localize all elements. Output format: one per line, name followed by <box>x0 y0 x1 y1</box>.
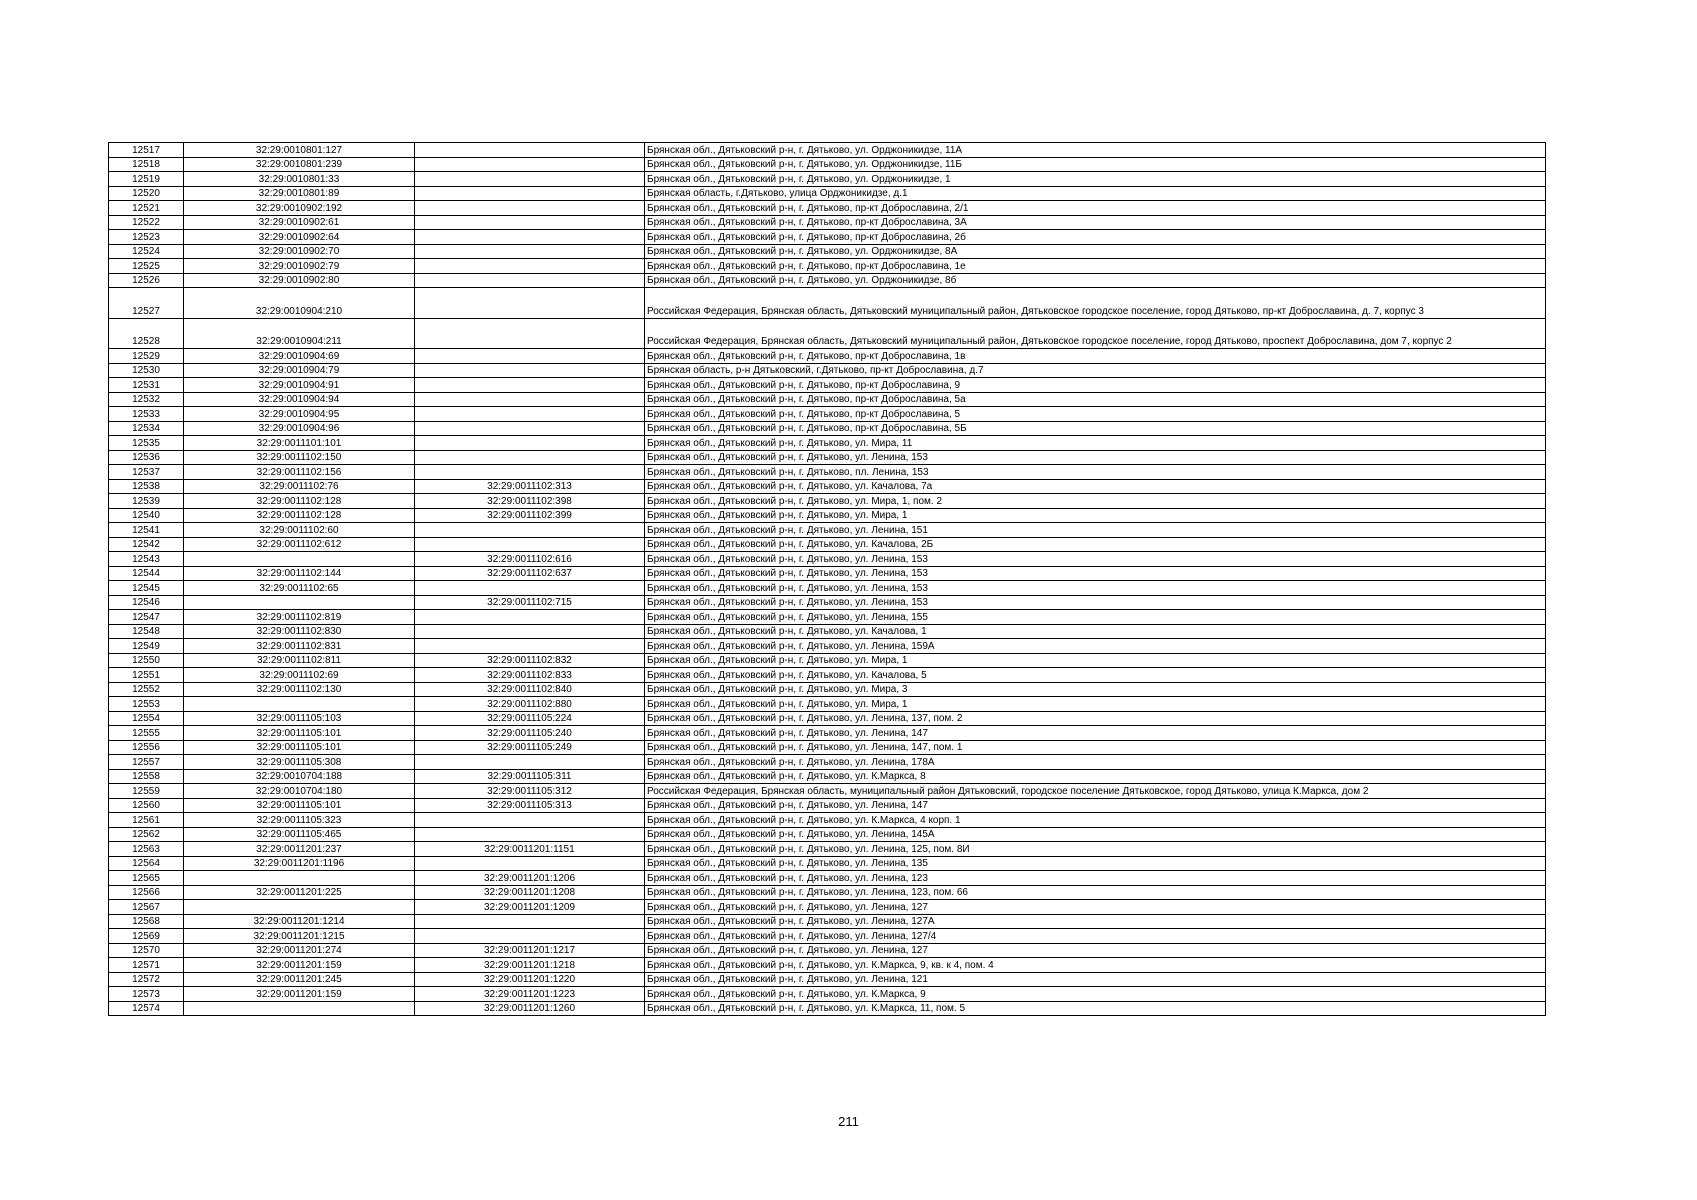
row-number-cell: 12530 <box>109 363 184 378</box>
cadastral-number-cell <box>184 900 415 915</box>
row-number-cell: 12529 <box>109 349 184 364</box>
table-row <box>109 230 1546 245</box>
row-number-cell: 12570 <box>109 943 184 958</box>
cadastral-number-cell: 32:29:0011201:237 <box>184 842 415 857</box>
cadastral-number-cell: 32:29:0011102:76 <box>184 479 415 494</box>
address-cell: Брянская обл., Дятьковский р-н, г. Дятьково, ул. Орджоникидзе, 11А <box>645 143 1546 158</box>
cadastral-number-cell: 32:29:0011102:612 <box>184 537 415 552</box>
address-cell: Брянская обл., Дятьковский р-н, г. Дятьково, ул. Ленина, 147 <box>645 726 1546 741</box>
object-cadastral-number-cell: 32:29:0011102:715 <box>415 595 645 610</box>
cadastral-number-cell: 32:29:0010902:64 <box>184 230 415 245</box>
address-cell: Брянская обл., Дятьковский р-н, г. Дятьково, ул. Ленина, 145А <box>645 827 1546 842</box>
address-cell: Брянская обл., Дятьковский р-н, г. Дятьково, ул. Мира, 1 <box>645 653 1546 668</box>
row-number-cell: 12571 <box>109 958 184 973</box>
row-number-cell: 12525 <box>109 259 184 274</box>
row-number-cell: 12550 <box>109 653 184 668</box>
row-number-cell: 12537 <box>109 465 184 480</box>
row-number-cell: 12544 <box>109 566 184 581</box>
cadastral-number-cell: 32:29:0011201:159 <box>184 958 415 973</box>
row-number-cell: 12532 <box>109 392 184 407</box>
object-cadastral-number-cell <box>415 581 645 596</box>
cadastral-number-cell <box>184 595 415 610</box>
object-cadastral-number-cell <box>415 813 645 828</box>
table-row <box>109 494 1546 509</box>
object-cadastral-number-cell <box>415 421 645 436</box>
address-cell: Брянская обл., Дятьковский р-н, г. Дятьково, пр-кт Доброславина, 2/1 <box>645 201 1546 216</box>
table-row <box>109 755 1546 770</box>
address-cell: Брянская обл., Дятьковский р-н, г. Дятьково, пл. Ленина, 153 <box>645 465 1546 480</box>
table-row <box>109 914 1546 929</box>
address-cell: Брянская обл., Дятьковский р-н, г. Дятьково, ул. Ленина, 153 <box>645 552 1546 567</box>
address-cell: Брянская обл., Дятьковский р-н, г. Дятьково, ул. Ленина, 123 <box>645 871 1546 886</box>
cadastral-number-cell: 32:29:0011201:245 <box>184 972 415 987</box>
address-cell: Брянская обл., Дятьковский р-н, г. Дятьково, ул. Ленина, 135 <box>645 856 1546 871</box>
table-row <box>109 972 1546 987</box>
row-number-cell: 12555 <box>109 726 184 741</box>
table-row <box>109 958 1546 973</box>
object-cadastral-number-cell: 32:29:0011102:313 <box>415 479 645 494</box>
object-cadastral-number-cell: 32:29:0011201:1260 <box>415 1001 645 1016</box>
object-cadastral-number-cell <box>415 157 645 172</box>
address-cell: Российская Федерация, Брянская область, Дятьковский муниципальный район, Дятьковское городское поселение, город Дятьково, проспект Доброславина, дом 7, корпус 2 <box>645 318 1546 349</box>
cadastral-number-cell: 32:29:0011105:323 <box>184 813 415 828</box>
object-cadastral-number-cell <box>415 914 645 929</box>
table-row <box>109 363 1546 378</box>
cadastral-number-cell: 32:29:0011102:60 <box>184 523 415 538</box>
address-cell: Брянская обл., Дятьковский р-н, г. Дятьково, ул. Ленина, 127 <box>645 900 1546 915</box>
object-cadastral-number-cell <box>415 259 645 274</box>
cadastral-number-cell: 32:29:0010904:96 <box>184 421 415 436</box>
row-number-cell: 12569 <box>109 929 184 944</box>
row-number-cell: 12553 <box>109 697 184 712</box>
cadastral-number-cell: 32:29:0010902:61 <box>184 215 415 230</box>
row-number-cell: 12531 <box>109 378 184 393</box>
table-row <box>109 595 1546 610</box>
table-row <box>109 508 1546 523</box>
table-row <box>109 143 1546 158</box>
cadastral-number-cell: 32:29:0010704:188 <box>184 769 415 784</box>
row-number-cell: 12520 <box>109 186 184 201</box>
table-row <box>109 186 1546 201</box>
address-cell: Брянская обл., Дятьковский р-н, г. Дятьково, пр-кт Доброславина, 9 <box>645 378 1546 393</box>
cadastral-number-cell <box>184 552 415 567</box>
row-number-cell: 12548 <box>109 624 184 639</box>
row-number-cell: 12554 <box>109 711 184 726</box>
address-cell: Брянская обл., Дятьковский р-н, г. Дятьково, пр-кт Доброславина, 3А <box>645 215 1546 230</box>
table-row <box>109 349 1546 364</box>
row-number-cell: 12528 <box>109 318 184 349</box>
cadastral-number-cell: 32:29:0011102:65 <box>184 581 415 596</box>
table-row <box>109 987 1546 1002</box>
table-row <box>109 537 1546 552</box>
object-cadastral-number-cell <box>415 363 645 378</box>
registry-table <box>108 142 1546 1016</box>
table-row <box>109 784 1546 799</box>
table-row <box>109 668 1546 683</box>
row-number-cell: 12557 <box>109 755 184 770</box>
address-cell: Брянская область, р-н Дятьковский, г.Дятьково, пр-кт Доброславина, д.7 <box>645 363 1546 378</box>
table-row <box>109 653 1546 668</box>
cadastral-number-cell: 32:29:0010904:94 <box>184 392 415 407</box>
object-cadastral-number-cell <box>415 624 645 639</box>
cadastral-number-cell: 32:29:0010801:33 <box>184 172 415 187</box>
row-number-cell: 12527 <box>109 288 184 319</box>
address-cell: Брянская обл., Дятьковский р-н, г. Дятьково, ул. Ленина, 147 <box>645 798 1546 813</box>
cadastral-number-cell: 32:29:0011105:101 <box>184 726 415 741</box>
cadastral-number-cell: 32:29:0010801:127 <box>184 143 415 158</box>
row-number-cell: 12539 <box>109 494 184 509</box>
row-number-cell: 12543 <box>109 552 184 567</box>
object-cadastral-number-cell <box>415 755 645 770</box>
address-cell: Брянская обл., Дятьковский р-н, г. Дятьково, пр-кт Доброславина, 1е <box>645 259 1546 274</box>
object-cadastral-number-cell <box>415 639 645 654</box>
object-cadastral-number-cell: 32:29:0011102:637 <box>415 566 645 581</box>
table-row <box>109 465 1546 480</box>
table-row <box>109 523 1546 538</box>
address-cell: Брянская обл., Дятьковский р-н, г. Дятьково, ул. Ленина, 153 <box>645 595 1546 610</box>
table-row <box>109 421 1546 436</box>
address-cell: Брянская обл., Дятьковский р-н, г. Дятьково, пр-кт Доброславина, 5Б <box>645 421 1546 436</box>
cadastral-number-cell: 32:29:0011102:128 <box>184 508 415 523</box>
address-cell: Российская Федерация, Брянская область, Дятьковский муниципальный район, Дятьковское городское поселение, город Дятьково, пр-кт Доброславина, д. 7, корпус 3 <box>645 288 1546 319</box>
row-number-cell: 12534 <box>109 421 184 436</box>
object-cadastral-number-cell: 32:29:0011102:399 <box>415 508 645 523</box>
cadastral-number-cell: 32:29:0011201:1196 <box>184 856 415 871</box>
table-row <box>109 436 1546 451</box>
row-number-cell: 12562 <box>109 827 184 842</box>
address-cell: Брянская обл., Дятьковский р-н, г. Дятьково, ул. Ленина, 127/4 <box>645 929 1546 944</box>
row-number-cell: 12545 <box>109 581 184 596</box>
address-cell: Брянская обл., Дятьковский р-н, г. Дятьково, ул. Мира, 1 <box>645 697 1546 712</box>
address-cell: Брянская обл., Дятьковский р-н, г. Дятьково, ул. Мира, 1, пом. 2 <box>645 494 1546 509</box>
row-number-cell: 12523 <box>109 230 184 245</box>
object-cadastral-number-cell <box>415 523 645 538</box>
row-number-cell: 12565 <box>109 871 184 886</box>
table-row <box>109 215 1546 230</box>
row-number-cell: 12522 <box>109 215 184 230</box>
address-cell: Брянская обл., Дятьковский р-н, г. Дятьково, ул. Ленина, 155 <box>645 610 1546 625</box>
object-cadastral-number-cell: 32:29:0011201:1209 <box>415 900 645 915</box>
address-cell: Брянская обл., Дятьковский р-н, г. Дятьково, ул. Ленина, 123, пом. 66 <box>645 885 1546 900</box>
row-number-cell: 12535 <box>109 436 184 451</box>
cadastral-number-cell <box>184 871 415 886</box>
cadastral-number-cell: 32:29:0011105:101 <box>184 740 415 755</box>
object-cadastral-number-cell <box>415 349 645 364</box>
row-number-cell: 12547 <box>109 610 184 625</box>
row-number-cell: 12558 <box>109 769 184 784</box>
table-row <box>109 740 1546 755</box>
table-row <box>109 610 1546 625</box>
address-cell: Брянская обл., Дятьковский р-н, г. Дятьково, ул. К.Маркса, 9, кв. к 4, пом. 4 <box>645 958 1546 973</box>
address-cell: Брянская обл., Дятьковский р-н, г. Дятьково, ул. Ленина, 125, пом. 8И <box>645 842 1546 857</box>
cadastral-number-cell: 32:29:0010902:70 <box>184 244 415 259</box>
address-cell: Брянская обл., Дятьковский р-н, г. Дятьково, ул. Орджоникидзе, 1 <box>645 172 1546 187</box>
table-body <box>109 143 1546 1016</box>
cadastral-number-cell: 32:29:0010902:80 <box>184 273 415 288</box>
address-cell: Брянская обл., Дятьковский р-н, г. Дятьково, ул. Качалова, 1 <box>645 624 1546 639</box>
table-row <box>109 566 1546 581</box>
address-cell: Брянская область, г.Дятьково, улица Орджоникидзе, д.1 <box>645 186 1546 201</box>
row-number-cell: 12549 <box>109 639 184 654</box>
row-number-cell: 12561 <box>109 813 184 828</box>
address-cell: Брянская обл., Дятьковский р-н, г. Дятьково, ул. Качалова, 7а <box>645 479 1546 494</box>
row-number-cell: 12563 <box>109 842 184 857</box>
table-row <box>109 378 1546 393</box>
cadastral-number-cell: 32:29:0011201:1215 <box>184 929 415 944</box>
object-cadastral-number-cell <box>415 436 645 451</box>
object-cadastral-number-cell: 32:29:0011102:833 <box>415 668 645 683</box>
cadastral-number-cell: 32:29:0011102:156 <box>184 465 415 480</box>
object-cadastral-number-cell: 32:29:0011201:1206 <box>415 871 645 886</box>
object-cadastral-number-cell <box>415 318 645 349</box>
cadastral-number-cell: 32:29:0010904:91 <box>184 378 415 393</box>
table-row <box>109 479 1546 494</box>
row-number-cell: 12566 <box>109 885 184 900</box>
table-row <box>109 726 1546 741</box>
table-row <box>109 813 1546 828</box>
cadastral-number-cell: 32:29:0011105:308 <box>184 755 415 770</box>
address-cell: Брянская обл., Дятьковский р-н, г. Дятьково, ул. К.Маркса, 11, пом. 5 <box>645 1001 1546 1016</box>
address-cell: Брянская обл., Дятьковский р-н, г. Дятьково, ул. Ленина, 153 <box>645 450 1546 465</box>
row-number-cell: 12524 <box>109 244 184 259</box>
object-cadastral-number-cell: 32:29:0011201:1223 <box>415 987 645 1002</box>
table-row <box>109 259 1546 274</box>
table-row <box>109 201 1546 216</box>
row-number-cell: 12564 <box>109 856 184 871</box>
object-cadastral-number-cell: 32:29:0011201:1218 <box>415 958 645 973</box>
page-number: 211 <box>838 1114 859 1129</box>
row-number-cell: 12538 <box>109 479 184 494</box>
table-row <box>109 624 1546 639</box>
object-cadastral-number-cell: 32:29:0011201:1217 <box>415 943 645 958</box>
address-cell: Брянская обл., Дятьковский р-н, г. Дятьково, ул. К.Маркса, 9 <box>645 987 1546 1002</box>
row-number-cell: 12540 <box>109 508 184 523</box>
table-row <box>109 552 1546 567</box>
object-cadastral-number-cell <box>415 450 645 465</box>
cadastral-number-cell: 32:29:0010801:89 <box>184 186 415 201</box>
row-number-cell: 12533 <box>109 407 184 422</box>
address-cell: Брянская обл., Дятьковский р-н, г. Дятьково, ул. К.Маркса, 4 корп. 1 <box>645 813 1546 828</box>
row-number-cell: 12518 <box>109 157 184 172</box>
table-row <box>109 929 1546 944</box>
cadastral-number-cell: 32:29:0011102:811 <box>184 653 415 668</box>
table-row <box>109 885 1546 900</box>
table-row <box>109 1001 1546 1016</box>
table-row <box>109 842 1546 857</box>
cadastral-number-cell: 32:29:0011102:128 <box>184 494 415 509</box>
object-cadastral-number-cell <box>415 186 645 201</box>
address-cell: Брянская обл., Дятьковский р-н, г. Дятьково, ул. Ленина, 121 <box>645 972 1546 987</box>
cadastral-number-cell: 32:29:0010904:79 <box>184 363 415 378</box>
address-cell: Брянская обл., Дятьковский р-н, г. Дятьково, пр-кт Доброславина, 2б <box>645 230 1546 245</box>
table-row <box>109 172 1546 187</box>
object-cadastral-number-cell <box>415 392 645 407</box>
address-cell: Брянская обл., Дятьковский р-н, г. Дятьково, ул. Мира, 11 <box>645 436 1546 451</box>
object-cadastral-number-cell: 32:29:0011105:224 <box>415 711 645 726</box>
object-cadastral-number-cell: 32:29:0011201:1151 <box>415 842 645 857</box>
object-cadastral-number-cell: 32:29:0011105:313 <box>415 798 645 813</box>
cadastral-number-cell: 32:29:0011201:159 <box>184 987 415 1002</box>
object-cadastral-number-cell <box>415 230 645 245</box>
row-number-cell: 12559 <box>109 784 184 799</box>
row-number-cell: 12573 <box>109 987 184 1002</box>
cadastral-number-cell: 32:29:0011102:130 <box>184 682 415 697</box>
cadastral-number-cell: 32:29:0011102:150 <box>184 450 415 465</box>
address-cell: Брянская обл., Дятьковский р-н, г. Дятьково, ул. Ленина, 127А <box>645 914 1546 929</box>
address-cell: Брянская обл., Дятьковский р-н, г. Дятьково, ул. Орджоникидзе, 8А <box>645 244 1546 259</box>
cadastral-number-cell <box>184 1001 415 1016</box>
object-cadastral-number-cell <box>415 378 645 393</box>
object-cadastral-number-cell: 32:29:0011102:832 <box>415 653 645 668</box>
table-row <box>109 288 1546 319</box>
address-cell: Брянская обл., Дятьковский р-н, г. Дятьково, ул. Орджоникидзе, 8б <box>645 273 1546 288</box>
address-cell: Брянская обл., Дятьковский р-н, г. Дятьково, пр-кт Доброславина, 5а <box>645 392 1546 407</box>
address-cell: Брянская обл., Дятьковский р-н, г. Дятьково, ул. Мира, 3 <box>645 682 1546 697</box>
cadastral-number-cell: 32:29:0011105:101 <box>184 798 415 813</box>
table-row <box>109 943 1546 958</box>
object-cadastral-number-cell <box>415 465 645 480</box>
row-number-cell: 12541 <box>109 523 184 538</box>
address-cell: Брянская обл., Дятьковский р-н, г. Дятьково, ул. Качалова, 5 <box>645 668 1546 683</box>
address-cell: Брянская обл., Дятьковский р-н, г. Дятьково, ул. Орджоникидзе, 11Б <box>645 157 1546 172</box>
cadastral-number-cell: 32:29:0010902:192 <box>184 201 415 216</box>
table-row <box>109 871 1546 886</box>
table-row <box>109 682 1546 697</box>
address-cell: Российская Федерация, Брянская область, муниципальный район Дятьковский, городское поселение Дятьковское, город Дятьково, улица К.Маркса, дом 2 <box>645 784 1546 799</box>
object-cadastral-number-cell: 32:29:0011105:249 <box>415 740 645 755</box>
object-cadastral-number-cell <box>415 827 645 842</box>
object-cadastral-number-cell <box>415 610 645 625</box>
cadastral-number-cell: 32:29:0011201:225 <box>184 885 415 900</box>
table-row <box>109 639 1546 654</box>
cadastral-number-cell: 32:29:0011102:144 <box>184 566 415 581</box>
row-number-cell: 12536 <box>109 450 184 465</box>
cadastral-number-cell: 32:29:0011201:274 <box>184 943 415 958</box>
address-cell: Брянская обл., Дятьковский р-н, г. Дятьково, ул. К.Маркса, 8 <box>645 769 1546 784</box>
cadastral-number-cell: 32:29:0011201:1214 <box>184 914 415 929</box>
cadastral-number-cell: 32:29:0011105:103 <box>184 711 415 726</box>
address-cell: Брянская обл., Дятьковский р-н, г. Дятьково, ул. Ленина, 153 <box>645 566 1546 581</box>
cadastral-number-cell: 32:29:0011101:101 <box>184 436 415 451</box>
cadastral-number-cell: 32:29:0011102:819 <box>184 610 415 625</box>
address-cell: Брянская обл., Дятьковский р-н, г. Дятьково, ул. Ленина, 159А <box>645 639 1546 654</box>
cadastral-number-cell: 32:29:0010904:95 <box>184 407 415 422</box>
object-cadastral-number-cell <box>415 244 645 259</box>
cadastral-number-cell: 32:29:0011105:465 <box>184 827 415 842</box>
table-row <box>109 900 1546 915</box>
row-number-cell: 12526 <box>109 273 184 288</box>
address-cell: Брянская обл., Дятьковский р-н, г. Дятьково, ул. Мира, 1 <box>645 508 1546 523</box>
row-number-cell: 12517 <box>109 143 184 158</box>
cadastral-number-cell: 32:29:0010902:79 <box>184 259 415 274</box>
object-cadastral-number-cell <box>415 215 645 230</box>
object-cadastral-number-cell <box>415 537 645 552</box>
table-row <box>109 711 1546 726</box>
table-row <box>109 581 1546 596</box>
address-cell: Брянская обл., Дятьковский р-н, г. Дятьково, пр-кт Доброславина, 5 <box>645 407 1546 422</box>
object-cadastral-number-cell: 32:29:0011201:1208 <box>415 885 645 900</box>
cadastral-number-cell: 32:29:0010904:69 <box>184 349 415 364</box>
object-cadastral-number-cell: 32:29:0011105:311 <box>415 769 645 784</box>
cadastral-number-cell: 32:29:0010904:211 <box>184 318 415 349</box>
table-row <box>109 450 1546 465</box>
table-row <box>109 244 1546 259</box>
object-cadastral-number-cell <box>415 273 645 288</box>
object-cadastral-number-cell <box>415 201 645 216</box>
table-row <box>109 769 1546 784</box>
address-cell: Брянская обл., Дятьковский р-н, г. Дятьково, ул. Ленина, 137, пом. 2 <box>645 711 1546 726</box>
address-cell: Брянская обл., Дятьковский р-н, г. Дятьково, ул. Ленина, 178А <box>645 755 1546 770</box>
table-row <box>109 407 1546 422</box>
object-cadastral-number-cell: 32:29:0011105:312 <box>415 784 645 799</box>
cadastral-number-cell: 32:29:0010904:210 <box>184 288 415 319</box>
cadastral-number-cell: 32:29:0010801:239 <box>184 157 415 172</box>
row-number-cell: 12567 <box>109 900 184 915</box>
object-cadastral-number-cell <box>415 288 645 319</box>
table-row <box>109 697 1546 712</box>
row-number-cell: 12552 <box>109 682 184 697</box>
table-row <box>109 392 1546 407</box>
row-number-cell: 12519 <box>109 172 184 187</box>
cadastral-number-cell: 32:29:0010704:180 <box>184 784 415 799</box>
address-cell: Брянская обл., Дятьковский р-н, г. Дятьково, ул. Ленина, 151 <box>645 523 1546 538</box>
address-cell: Брянская обл., Дятьковский р-н, г. Дятьково, ул. Ленина, 127 <box>645 943 1546 958</box>
object-cadastral-number-cell: 32:29:0011102:616 <box>415 552 645 567</box>
object-cadastral-number-cell: 32:29:0011102:398 <box>415 494 645 509</box>
table-row <box>109 273 1546 288</box>
row-number-cell: 12542 <box>109 537 184 552</box>
row-number-cell: 12556 <box>109 740 184 755</box>
row-number-cell: 12574 <box>109 1001 184 1016</box>
address-cell: Брянская обл., Дятьковский р-н, г. Дятьково, ул. Ленина, 147, пом. 1 <box>645 740 1546 755</box>
row-number-cell: 12551 <box>109 668 184 683</box>
object-cadastral-number-cell <box>415 407 645 422</box>
table-row <box>109 157 1546 172</box>
cadastral-number-cell <box>184 697 415 712</box>
object-cadastral-number-cell: 32:29:0011201:1220 <box>415 972 645 987</box>
table-row <box>109 318 1546 349</box>
row-number-cell: 12546 <box>109 595 184 610</box>
object-cadastral-number-cell <box>415 929 645 944</box>
object-cadastral-number-cell <box>415 143 645 158</box>
object-cadastral-number-cell: 32:29:0011102:840 <box>415 682 645 697</box>
row-number-cell: 12572 <box>109 972 184 987</box>
cadastral-number-cell: 32:29:0011102:831 <box>184 639 415 654</box>
table-row <box>109 827 1546 842</box>
table-row <box>109 798 1546 813</box>
object-cadastral-number-cell: 32:29:0011105:240 <box>415 726 645 741</box>
row-number-cell: 12521 <box>109 201 184 216</box>
object-cadastral-number-cell <box>415 172 645 187</box>
row-number-cell: 12568 <box>109 914 184 929</box>
cadastral-number-cell: 32:29:0011102:69 <box>184 668 415 683</box>
address-cell: Брянская обл., Дятьковский р-н, г. Дятьково, ул. Ленина, 153 <box>645 581 1546 596</box>
address-cell: Брянская обл., Дятьковский р-н, г. Дятьково, пр-кт Доброславина, 1в <box>645 349 1546 364</box>
row-number-cell: 12560 <box>109 798 184 813</box>
table-row <box>109 856 1546 871</box>
object-cadastral-number-cell <box>415 856 645 871</box>
object-cadastral-number-cell: 32:29:0011102:880 <box>415 697 645 712</box>
address-cell: Брянская обл., Дятьковский р-н, г. Дятьково, ул. Качалова, 2Б <box>645 537 1546 552</box>
cadastral-number-cell: 32:29:0011102:830 <box>184 624 415 639</box>
